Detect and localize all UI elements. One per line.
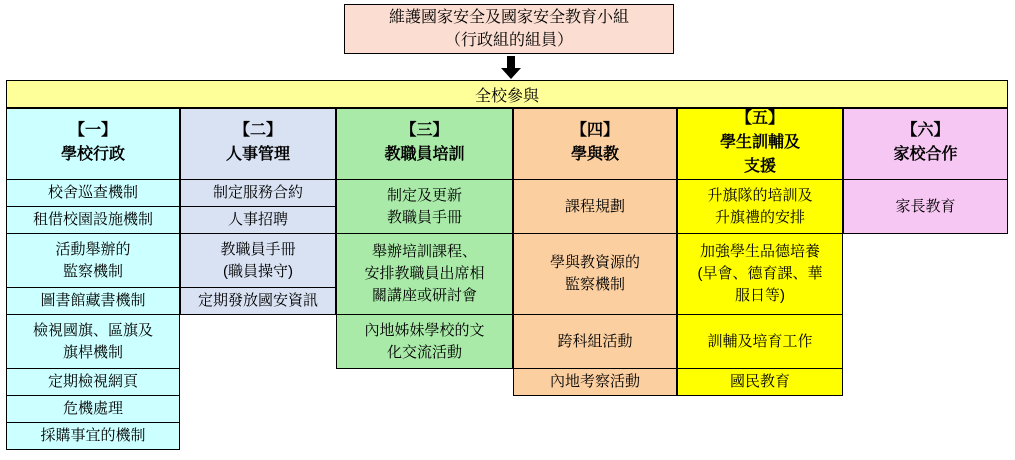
grid-cell [6,207,180,234]
cell-text-line: 關講座或研討會 [371,287,477,304]
cell-text-line: 教職員手冊 [220,240,296,258]
column-number: 【三】 [400,122,449,139]
category-grid [6,108,1008,450]
cell-text-line: 監察機制 [564,276,625,293]
cell-text-line: 跨科組活動 [557,332,633,350]
cell-text-line: 定期檢視網頁 [47,373,138,390]
cell-text-line: 人事招聘 [227,211,288,228]
grid-cell [677,369,843,396]
cell-text-line: 服日等) [735,287,785,304]
grid-cell [513,369,677,396]
grid-cell [6,423,180,450]
cell-text-line: 家長教育 [895,197,956,215]
cell-text-line: 訓輔及培育工作 [707,332,813,350]
grid-cell [6,396,180,423]
column-title: 支援 [743,158,776,175]
cell-text-line: 活動舉辦的 [55,240,131,258]
column-number: 【四】 [570,122,619,139]
column-header-5 [677,108,843,180]
cell-text-line: 課程規劃 [564,197,625,215]
grid-cell [336,315,513,369]
down-arrow-icon [496,55,526,81]
grid-cell [6,369,180,396]
cell-text-line: 危機處理 [62,400,123,417]
category-column-2 [180,108,336,315]
grid-cell [180,207,336,234]
cell-text-line: 校舍巡查機制 [47,184,138,201]
category-column-1 [6,108,180,450]
category-column-4 [513,108,677,396]
grid-cell [336,234,513,315]
cell-text-line: 租借校園設施機制 [32,211,153,228]
cell-text-line: 學與教資源的 [549,254,640,271]
cell-text-line: (早會、德育課、華 [697,265,823,282]
cell-text-line: 制定及更新 [386,186,462,204]
grid-cell [180,180,336,207]
column-header-2 [180,108,336,180]
column-title: 家校合作 [893,146,958,163]
cell-text-line: 升旗隊的培訓及 [707,186,813,204]
cell-text-line: 檢視國旗、區旗及 [32,321,153,339]
cell-text-line: 國民教育 [729,373,790,390]
column-number: 【二】 [233,122,282,139]
top-title-line2: （行政組的組員） [444,32,573,49]
top-title-box [344,4,674,54]
grid-cell [513,234,677,315]
grid-cell [180,288,336,315]
grid-cell [677,234,843,315]
cell-text-line: 監察機制 [62,262,123,280]
cell-text-line: 採購事宜的機制 [40,427,146,444]
category-column-3 [336,108,513,369]
category-column-6 [843,108,1008,234]
banner-label: 全校參與 [474,87,539,105]
grid-cell [336,180,513,234]
column-title: 學校行政 [60,146,125,163]
column-header-3 [336,108,513,180]
cell-text-line: 化交流活動 [386,343,462,361]
cell-text-line: 教職員手冊 [386,208,462,226]
top-title-line1: 維護國家安全及國家安全教育小組 [388,9,629,26]
column-header-1 [6,108,180,180]
column-title: 人事管理 [225,146,290,163]
grid-cell [677,180,843,234]
column-title: 教職員培訓 [384,146,465,163]
grid-cell [513,315,677,369]
cell-text-line: 內地姊妹學校的文 [364,321,485,339]
cell-text-line: 定期發放國安資訊 [197,292,318,309]
column-number: 【六】 [901,122,950,139]
grid-cell [677,315,843,369]
cell-text-line: 旗桿機制 [62,343,123,361]
cell-text-line: 內地考察活動 [549,373,640,390]
column-number: 【一】 [68,122,117,139]
grid-cell [180,234,336,288]
cell-text-line: 升旗禮的安排 [714,208,805,226]
column-number: 【五】 [735,110,784,127]
column-header-6 [843,108,1008,180]
whole-school-banner [6,80,1008,108]
cell-text-line: 舉辦培訓課程、 [371,243,477,260]
grid-cell [6,180,180,207]
grid-cell [6,288,180,315]
category-column-5 [677,108,843,396]
cell-text-line: 加強學生品德培養 [699,243,820,260]
grid-cell [843,180,1008,234]
cell-text-line: 安排教職員出席相 [364,265,485,282]
cell-text-line: 制定服務合約 [212,184,303,201]
grid-cell [6,315,180,369]
column-title: 學生訓輔及 [719,134,800,151]
cell-text-line: (職員操守) [223,262,293,280]
column-title: 學與教 [570,146,619,163]
grid-cell [6,234,180,288]
cell-text-line: 圖書館藏書機制 [40,292,146,309]
grid-cell [513,180,677,234]
column-header-4 [513,108,677,180]
